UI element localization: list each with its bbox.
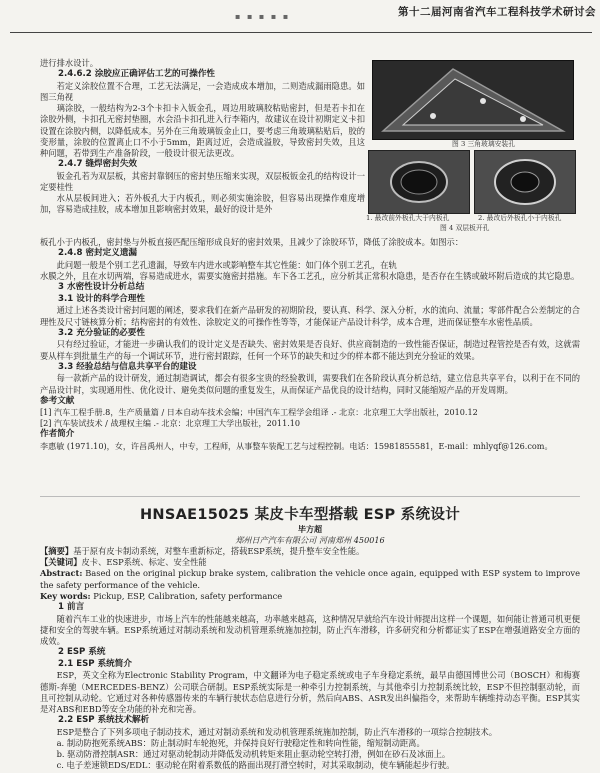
paragraph: 此问题一般是个别工艺孔遗漏，导致车内进水或影响整车其它性能：如门体个别工艺孔，在轨 [56,259,397,270]
paragraph: 通过上述各类设计密封问题的阐述，要求我们在新产品研发的初期阶段，要认真、科学、深入分析，水的流向、流量；零部件配合公差制定的合理性及尺寸链核算分析；结构密封的有效性、涂胶定义的可操作性等等，才能保证产品设计科学，成本合理，进而保证整车水密性品质。 [40,305,580,327]
panel-hole-illustration [475,151,575,213]
triangle-glass-illustration [373,61,573,139]
references-heading: 参考文献 [40,395,75,406]
section-3-1-heading: 3.1 设计的科学合理性 [58,293,145,304]
figure-triangle-glass [372,60,574,140]
abstract-en-label: Abstract: [40,568,83,579]
paragraph: 每一款新产品的设计研发，通过制造调试，都会有很多宝贵的经验教训，需要我们在各阶段认真分析总结，建立信息共享平台，以利于在不同的产品设计时，实现通用性、优化设计、避免类似问题的重复发生，从而保证产品优良的设计结构，同时又能缩短产品的开发周期。 [40,373,580,395]
header-title: 第十二届河南省汽车工程科技学术研讨会 [398,6,596,18]
top-article-fullwidth [40,237,580,452]
figure-4a-caption: 1. 最改前外板孔大于内板孔 [366,214,450,222]
reference-item: [1] 汽车工程手册.8，生产质量篇 / 日本自动车技术会编；中国汽车工程学会组译 .- 北京：北京理工大学出版社，2010.12 [40,407,478,418]
paragraph: 只有经过验证，才能进一步确认我们的设计定义是否缺失、密封效果是否良好、供应商制造的一致性能否保证，制造过程管控是否有效，这就需要从样车到批量生产的每一个调试环节，进行密封跟踪，任何一个环节的缺失和过少的样本都不能达到充分验证的效果。 [40,339,580,361]
author-bio-heading: 作者简介 [40,429,75,440]
article-affiliation: 郑州日产汽车有限公司 河南郑州 450016 [235,535,385,545]
header-marks: ▪ ▪ ▪ ▪ ▪ [235,12,291,21]
list-item: b. 驱动防滑控制ASR：通过对驱动轮制动并降低发动机转矩来阻止驱动轮空转打滑，例如在砂石及冰面上。 [56,749,451,760]
panel-hole-illustration [369,151,469,213]
article-title: HNSAE15025 某皮卡车型搭载 ESP 系统设计 [139,507,460,523]
keywords-text: 皮卡、ESP系统、标定、安全性能 [81,557,207,568]
abstract-text: 基于原有皮卡制动系统，对整车重新标定，搭载ESP系统，提升整车安全性能。 [73,546,365,556]
paragraph: 钣金孔若为双层板，其密封靠钢压的密封垫压缩来实现，双层板钣金孔的结构设计一定要桂性 [40,170,365,193]
figure-outer-hole-large [368,150,470,214]
section-2-4-7-heading: 2.4.7 缝焊密封失效 [58,159,138,170]
paragraph: 璃涂胶，一般结构为2-3个卡扣卡入钣金孔，周边用玻璃胶粘贴密封，但是若卡扣在涂胶外侧，卡扣孔无密封垫圈，水会沿卡扣孔进入行李箱内，故建议在设计初期定义卡扣设置在涂胶内侧，以降低成本。另外在三角玻璃钣金止口，要考虑三角玻璃粘贴后，胶的变形量，涂胶的位置离止口不小于5mm，距离过近，会造成溢胶，导致密封失效，且这种问题，若带到生产准备阶段，一般设计很无法更改。 [40,103,365,159]
figure-4-caption: 图 4 双层板开孔 [440,224,490,232]
section-1-heading: 1 前言 [58,602,85,613]
article-separator [40,496,580,497]
article-body [40,524,580,772]
section-3-2-heading: 3.2 充分验证的必要性 [58,327,145,338]
list-item: c. 电子差速锁EDS/EDL：驱动轮在附着系数低的路面出现打滑空转时，对其采取制动，使车辆能起步行驶。 [56,760,455,771]
section-2-heading: 2 ESP 系统 [58,647,106,658]
section-2-4-8-heading: 2.4.8 密封定义遗漏 [58,248,138,259]
intro-text: 进行排水设计。 [40,58,99,68]
keywords-label: 【关键词】 [40,557,82,568]
figure-outer-hole-small [474,150,576,214]
section-2-4-6-2-heading: 2.4.6.2 涂胶应正确评估工艺的可操作性 [58,69,216,80]
paragraph: ESP是整合了下列多项电子制动技术，通过对制动系统和发动机管理系统施加控制，防止汽车滑移的一项综合控制技术。 [56,726,498,737]
section-3-3-heading: 3.3 经验总结与信息共享平台的建设 [58,361,197,372]
section-3-heading: 3 水密性设计分析总结 [58,282,145,293]
figure-4b-caption: 2. 最改后外板孔小于内板孔 [478,214,562,222]
figure-3-caption: 图 3 三角玻璃安装孔 [452,140,516,148]
abstract-label: 【摘要】 [40,546,74,556]
section-2-2-heading: 2.2 ESP 系统技术解析 [58,715,150,726]
top-article-column [40,58,365,216]
paragraph: 水从层板间进入；若外板孔大于内板孔，则必须实施涂胶，但容易出现操作难度增加，容易造成挂胶，成本增加且影响密封效果，最好的设计是外 [40,193,365,215]
paragraph: 随着汽车工业的快速进步，市场上汽车的性能越来越高，功率越来越高，这种情况早就给汽车设计师提出这样一个课题，如何能让普通司机更便捷和安全的驾驶车辆。ESP系统通过对制动系统和发动机管理系统施加控制，防止汽车滑移，许多研究和分析都证实了ESP在增强道路安全方面的成效。 [40,613,580,647]
paragraph: 若定义涂胶位置不合理，工艺无法满足，一会造成成本增加，二则造成漏雨隐患。如图三角视 [40,80,365,102]
list-item: a. 制动防抱死系统ABS：防止制动时车轮抱死，并保持良好行驶稳定性和转向性能，缩短制动距离。 [56,738,425,749]
reference-item: [2] 汽车装试技术 / 战理权主编 .- 北京：北京理工大学出版社，2011.10 [40,418,301,429]
keywords-en-text: Pickup, ESP, Calibration, safety performance [93,590,283,601]
section-2-1-heading: 2.1 ESP 系统简介 [58,658,132,669]
paragraph: 水膜之外，且在水切两端，容易造成进水，需要实施密封措施。车下各工艺孔，应分析其正常积水隐患，是否存在生锈或破坏附后造成的其它隐患。 [40,271,580,281]
abstract-en-text: Based on the original pickup brake system, calibration the vehicle once again, equipped with ESP system to improve the safety performance of the vehicle. [40,568,580,590]
paragraph: 板孔小于内板孔，密封垫与外板直接匹配压缩形成良好的密封效果，且减少了涂胶环节，降低了涂胶成本。如图示： [40,237,464,247]
paragraph: ESP，英文全称为Electronic Stability Program，中文翻译为电子稳定系统或电子车身稳定系统，最早由德国博世公司（BOSCH）和梅赛德斯-奔驰（MERCEDES-BENZ）公司联合研制。ESP系统实际是一种牵引力控制系统，与其他牵引力控制系统比较，ESP不但控制驱动轮，而且可控制从动轮。它通过对各种传感器传来的车辆行驶状态信息进行分析，然后向ABS、ASR发出纠偏指令，来帮助车辆维持动态平衡。ESP其实是对ABS和EBD等安全功能的补充和完善。 [40,670,580,715]
keywords-en-label: Key words: [40,590,91,601]
author-bio: 李惠敏 (1971.10)，女，许昌禹州人，中专，工程师，从事整车装配工艺与过程控制。电话：15981855581，E-mail：mhlyqf@126.com。 [40,440,553,451]
article-author: 毕方超 [297,524,323,534]
